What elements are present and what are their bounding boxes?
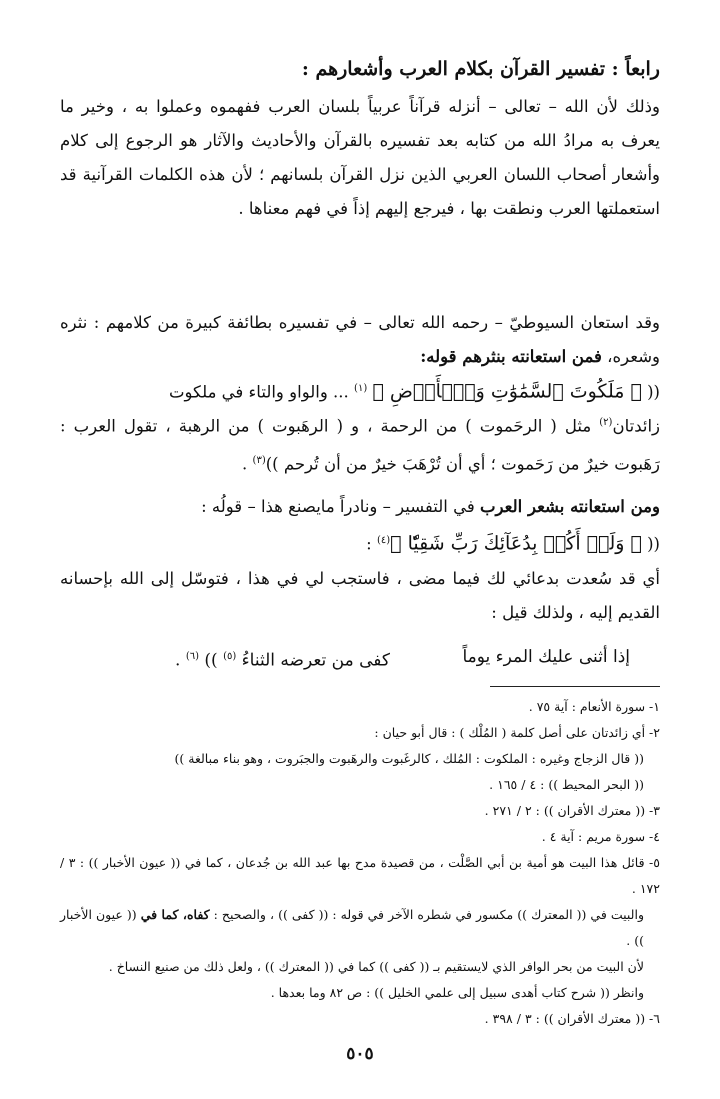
section-heading: رابعاً : تفسير القرآن بكلام العرب وأشعارهم : (301, 58, 660, 80)
verse-1-rest: ... والواو والتاء في ملكوت (168, 382, 349, 402)
paragraph-4-text: في التفسير – ونادراً مايصنع هذا – قولُه : (201, 497, 475, 516)
footnote-2-quote: (( قال الزجاج وغيره : الملكوت : المُلك ، كالرغَبوت والرهَبوت والجبَروت ، وهو بناء مبالغة )) (174, 751, 644, 766)
footnote-divider (490, 686, 660, 687)
poem-hemistich-1: إذا أثنى عليك المرء يوماً (462, 647, 630, 667)
footnote-ref-5: (٥) (223, 651, 237, 662)
footnote-5-note-bold: كفاه، كما في (140, 907, 210, 922)
poem-hemistich-2-group (175, 640, 390, 678)
poem-end: . (175, 650, 181, 671)
footnote-ref-1: (١) (354, 383, 368, 394)
footnote-ref-3: (٣) (252, 454, 266, 466)
verse-2-open: (( (647, 534, 660, 554)
page-number: ٥٠٥ (346, 1044, 374, 1064)
paragraph-2-bold: فمن استعانته بنثرهم قوله: (420, 347, 602, 366)
footnote-2: ٢- أي زائدتان على أصل كلمة ( المُلْك ) : قال أبو حيان : (374, 725, 660, 740)
paragraph-5: أي قد سُعدت بدعائي لك فيما مضى ، فاستجب لي في هذا ، فتوسّل إلى الله بإحسانه القديم إليه ، ولذلك قيل : (60, 569, 660, 622)
footnotes (60, 694, 660, 1032)
footnote-2-source: (( البحر المحيط )) : ٤ / ١٦٥ . (489, 777, 644, 792)
paragraph-2-text: وقد استعان السيوطيّ – رحمه الله تعالى – في تفسيره بطائفة كبيرة من كلامهم : نثره وشعره، (60, 313, 660, 366)
paragraph-1: وذلك لأن الله – تعالى – أنزله قرآناً عربياً بلسان العرب ففهموه وعملوا به ، وخير ما يعرف به مرادُ الله من كتابه بعد تفسيره بالقرآن والأحاديث والآثار هو الرجوع إلى كلام وأشعار أصحاب اللسان العربي الذين نزل القرآن بلسانهم ؛ لأن هذه الكلمات القرآنية قد استعملتها العرب ونطقت بها ، فيرجع إليهم إذاً في فهم معناها . (60, 97, 660, 218)
page (60, 0, 660, 1099)
footnote-5-explanation: لأن البيت من بحر الوافر الذي لايستقيم بـ (( كفى )) كما في (( المعترك )) ، ولعل ذلك من صنيع النساخ . (108, 959, 644, 974)
footnote-6: ٦- (( معترك الأقران )) : ٣ / ٣٩٨ . (484, 1011, 660, 1026)
footnote-5-reference: وانظر (( شرح كتاب أهدى سبيل إلى علمي الخليل )) : ص ٨٢ وما بعدها . (270, 985, 644, 1000)
paragraph-3 (60, 406, 660, 481)
footnote-ref-6: (٦) (185, 651, 199, 662)
paragraph-3-part2: مثل ( الرحَموت ) من الرحمة ، و ( الرهَبوت ) من الرهبة ، تقول العرب : رَهَبوت خيرٌ من رَحَموت ؛ أي أن تُرْهَبَ خيرٌ من أن تُرحم )) (60, 416, 660, 473)
footnote-5: ٥- قائل هذا البيت هو أمية بن أبي الصَّلْت ، من قصيدة مدح بها عبد الله بن جُدعان ، كما في (( عيون الأخبار )) : ٣ / ١٧٢ . (60, 855, 661, 896)
paragraph-3-end: . (242, 454, 248, 473)
verse-2-end: : (366, 534, 372, 554)
footnote-5-note (60, 902, 660, 954)
footnote-5-note-pre: والبيت في (( المعترك )) مكسور في شطره الآخر في قوله : (( كفى )) ، والصحيح : (213, 907, 644, 922)
quran-verse-2 (60, 524, 660, 562)
paragraph-4-bold: ومن استعانته بشعر العرب (480, 497, 660, 516)
verse-1-quran-text: ﴿ مَلَكُوتَ ٱلسَّمَٰوَٰتِ وَٱلۡأَرۡضِ ﴾ (372, 380, 642, 403)
footnote-1: ١- سورة الأنعام : آية ٧٥ . (528, 699, 660, 714)
poem-verse (60, 640, 660, 674)
verse-1-open: (( (647, 382, 660, 402)
poem-hemistich-2: كفى من تعرضه الثناءُ (241, 650, 390, 671)
footnote-ref-2: (٢) (599, 417, 613, 428)
poem-close: )) (204, 650, 218, 671)
footnote-3: ٣- (( معترك الأقران )) : ٢ / ٢٧١ . (484, 803, 660, 818)
quran-verse-1 (60, 372, 660, 410)
footnote-ref-4: (٤) (376, 535, 391, 546)
paragraph-4 (60, 490, 660, 524)
paragraph-2 (60, 306, 660, 374)
paragraph-3-part1: زائدتان (612, 416, 660, 436)
footnote-4: ٤- سورة مريم : آية ٤ . (541, 829, 660, 844)
footnote-5-note-post: (( عيون الأخبار )) . (60, 907, 644, 948)
verse-2-quran-text: ﴿ وَلَمۡ أَكُنۢ بِدُعَآئِكَ رَبِّ شَقِيّٗا ﴾ (390, 532, 642, 555)
